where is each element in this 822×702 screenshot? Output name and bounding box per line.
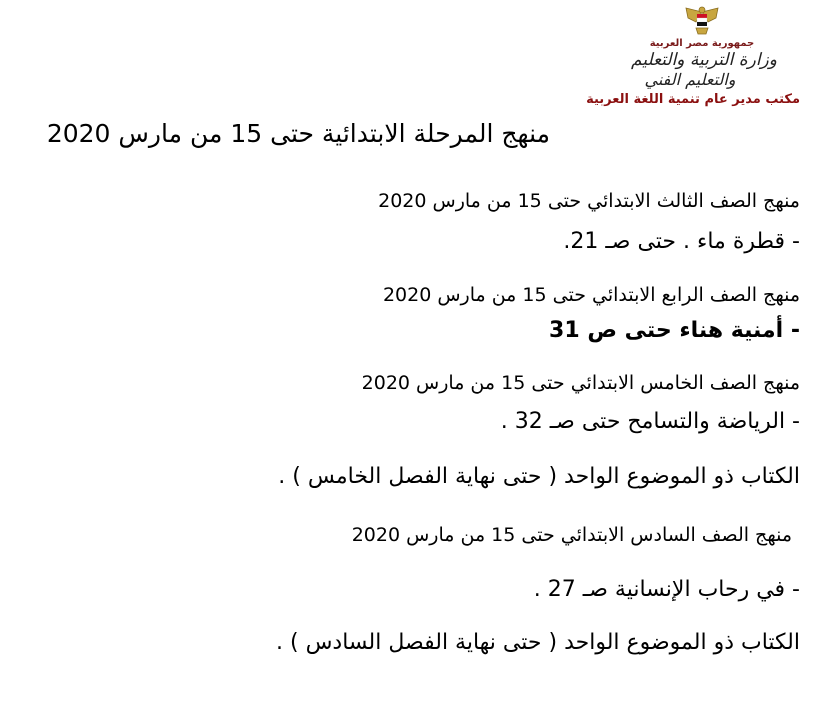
grade-4-heading: منهج الصف الرابع الابتدائي حتى 15 من مارس 2020	[382, 284, 800, 306]
grade-5-heading: منهج الصف الخامس الابتدائي حتى 15 من مارس 2020	[361, 372, 800, 394]
grade-6-book: الكتاب ذو الموضوع الواحد ( حتى نهاية الفصل السادس ) .	[276, 630, 800, 655]
grade-5-lesson: - الرياضة والتسامح حتى صـ 32 .	[500, 409, 800, 434]
grade-5-book: الكتاب ذو الموضوع الواحد ( حتى نهاية الفصل الخامس ) .	[278, 464, 800, 489]
office-title: مكتب مدير عام تنمية اللغة العربية	[586, 92, 800, 107]
grade-6-lesson: - في رحاب الإنسانية صـ 27 .	[533, 577, 800, 602]
grade-4-lesson: - أمنية هناء حتى ص 31	[549, 318, 800, 343]
eagle-emblem-icon	[682, 4, 722, 38]
page-title: منهج المرحلة الابتدائية حتى 15 من مارس 2020	[46, 119, 550, 148]
ministry-name-line2: والتعليم الفني	[644, 70, 736, 89]
grade-3-heading: منهج الصف الثالث الابتدائي حتى 15 من مارس 2020	[378, 190, 800, 212]
grade-3-lesson: - قطرة ماء . حتى صـ 21.	[563, 229, 800, 254]
ministry-name-line1: وزارة التربية والتعليم	[631, 50, 777, 70]
republic-label: جمهورية مصر العربية	[649, 38, 755, 49]
grade-6-heading: منهج الصف السادس الابتدائي حتى 15 من مارس 2020	[351, 524, 792, 546]
